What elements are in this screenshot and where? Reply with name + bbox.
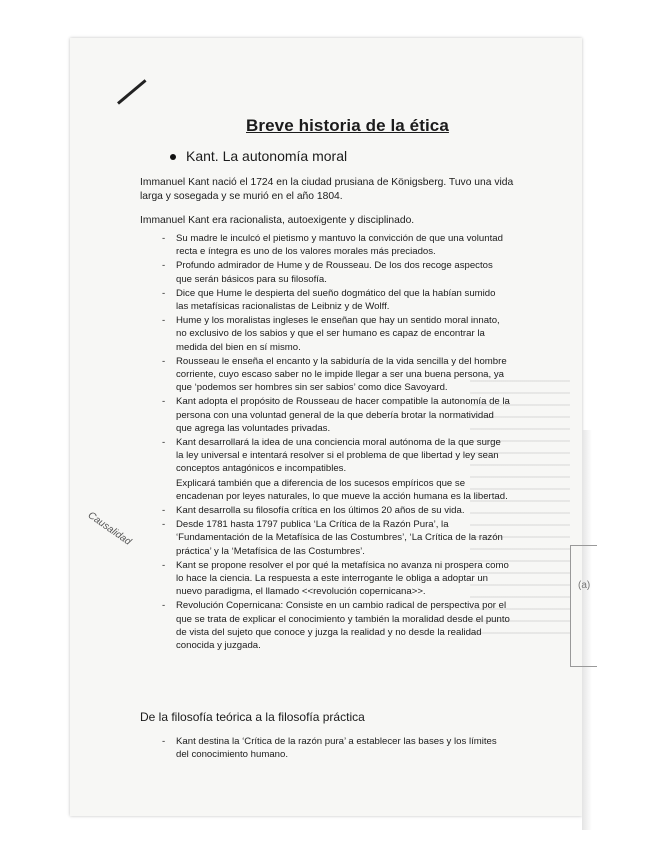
list-item: - Kant se propone resolver el por qué la metafísica no avanza ni prospera como lo hace la ciencia. La respuesta a este interrogante le obliga a adoptar un nuevo paradigma, el llamado <<revolución copernicana>>. [162,559,509,598]
list-item: - Kant desarrolla su filosofía crítica en los últimos 20 años de su vida. [162,505,465,517]
bullet-list [162,232,510,653]
page-title: Breve historia de la ética [246,116,449,135]
pencil-mark: (a) [578,580,591,591]
list-item-continuation: Explicará también que a diferencia de los sucesos empíricos que se encadenan por leyes naturales, lo que mueve la acción humana es la libertad. [176,477,508,502]
handwritten-note: Causalidad [85,510,133,548]
bullet-list-2 [162,735,510,762]
list-item: - Rousseau le enseña el encanto y la sabiduría de la vida sencilla y del hombre corriente, cuyo escaso saber no le impide llegar a ser una buena persona, ya que ‘podemos ser hombres sin ser sabios’ como dice Savoyard. [162,355,507,394]
pencil-bracket [570,545,597,667]
list-item: - Kant destina la ‘Crítica de la razón pura’ a establecer las bases y los límites del conocimiento humano. [162,736,497,761]
list-item: - Revolución Copernicana: Consiste en un cambio radical de perspectiva por el que se trata de explicar el conocimiento y también la moralidad desde el punto de vista del sujeto que conoce y juzga la realidad y no desde la realidad conocida y juzgada. [162,600,510,652]
intro-paragraph-1: Immanuel Kant nació el 1724 en la ciudad prusiana de Königsberg. Tuvo una vida larga y sosegada y se murió en el año 1804. [140,177,514,202]
section-heading-text: Kant. La autonomía moral [186,148,348,164]
list-item: - Dice que Hume le despierta del sueño dogmático del que la habían sumido las metafísicas racionalistas de Leibniz y de Wolff. [162,287,496,313]
intro-paragraph-2: Immanuel Kant era racionalista, autoexigente y disciplinado. [140,215,415,226]
list-item: - Su madre le inculcó el pietismo y mantuvo la convicción de que una voluntad recta e íntegra es uno de los valores morales más preciados. [162,233,503,258]
list-item: - Kant adopta el propósito de Rousseau de hacer compatible la autonomía de la persona con una voluntad general de la que debería brotar la normatividad que agrega las voluntades privadas. [162,396,510,434]
list-item: - Desde 1781 hasta 1797 publica ‘La Crítica de la Razón Pura’, la ‘Fundamentación de la Metafísica de las Costumbres’, ‘La Crítica de la razón práctica’ y la ‘Metafísica de las Costumbres’. [162,519,503,557]
list-item: - Profundo admirador de Hume y de Rousseau. De los dos recoge aspectos que serán básicos para su filosofía. [162,260,493,285]
list-item: - Kant desarrollará la idea de una conciencia moral autónoma de la que surge la ley universal e intentará resolver si el problema de que libertad y ley sean conceptos antagónicos e incompatibles. [162,437,501,475]
section-heading [170,148,347,164]
list-item: - Hume y los moralistas ingleses le enseñan que hay un sentido moral innato, no exclusivo de los sabios y que el ser humano es capaz de encontrar la medida del bien en sí mismo. [162,315,500,353]
subsection-heading: De la filosofía teórica a la filosofía práctica [140,710,365,724]
bullet-icon [170,154,176,160]
